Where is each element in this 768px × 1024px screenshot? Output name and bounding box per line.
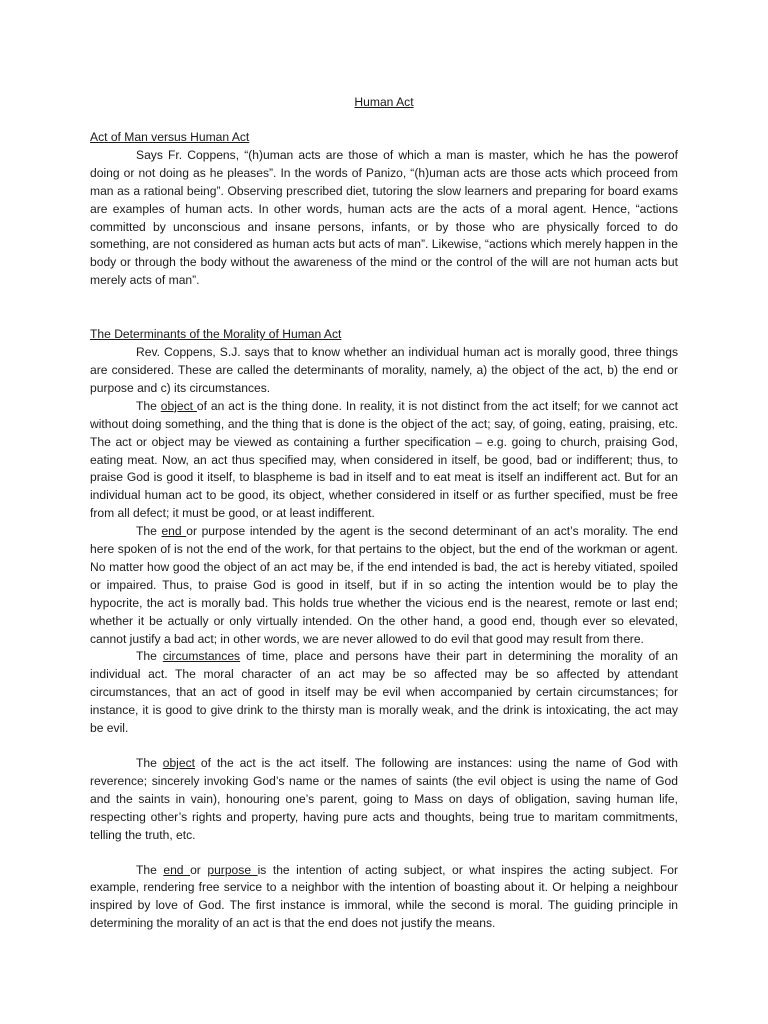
paragraph-object-examples [90,755,678,845]
term-object: object [162,756,196,770]
spacer [90,290,678,326]
text-span: of the act is the act itself. The following are instances: using the name of God with reverence; sincerely invoking God’s name or the names of saints (the evil object is using the name of God and the saints in vain), honouring one’s parent, going to Mass on days of obligation, saving human life, respecting other’s rights and property, having pure acts and thoughts, being true to maritam commitments, telling the truth, etc. [90,756,679,842]
document-body [90,94,678,933]
text-span: of time, place and persons have their part in determining the morality of an individual act. The moral character of an act may be so affected may be so affected by attendant circumstances, that an act of good in itself may be evil when accompanied by certain circumstances; for instance, it is good to give drink to the thirsty man is morally weak, and the drink is intoxicating, the act may be evil. [90,649,678,736]
term-circumstances: circumstances [162,649,241,664]
text-span: The [136,524,162,539]
paragraph-human-acts-definition: Says Fr. Coppens, “(h)uman acts are those of which a man is master, which he has the powerof doing or not doing as he pleases”. In the words of Panizo, “(h)uman acts are those acts which proceed from man as a rational being”. Observing prescribed diet, tutoring the slow learners and preparing for board exams are examples of human acts. In other words, human acts are the acts of a moral agent. Hence, “actions committed by unconscious and insane persons, infants, or by those who are physically forced to do something, are not considered as human acts but acts of man”. Likewise, “actions which merely happen in the body or through the body without the awareness of the mind or the control of the will are not human acts but merely acts of man”. [90,147,678,288]
paragraph-end-purpose [90,862,678,934]
section-heading-act-of-man: Act of Man versus Human Act [90,130,250,144]
text-span: The [136,398,161,413]
spacer [90,112,678,129]
term-end: end [163,862,191,877]
term-object: object [160,398,197,413]
page-title: Human Act [354,95,414,109]
text-span: The [136,862,164,877]
text-span: The [136,649,163,664]
term-end: end [161,524,187,539]
text-span: The [136,756,163,770]
spacer [90,845,678,862]
text-span: is the intention of acting subject, or what inspires the acting subject. For example, rendering free service to a neighbor with the intention of boasting about it. Or helping a neighbour inspired by love of God. The first instance is immoral, while the second is moral. The guiding principle in determining the morality of an act is that the end does not justify the means. [90,862,678,931]
text-span: or [190,862,208,877]
paragraph-object [90,398,678,523]
section-heading-determinants: The Determinants of the Morality of Human Act [90,327,342,342]
spacer [90,738,678,755]
text-span: of an act is the thing done. In reality, it is not distinct from the act itself; for we cannot act without doing something, and the thing that is done is the object of the act; say, of going, eating, praising, etc. The act or object may be viewed as containing a further specification – e.g. going to church, praising God, eating meat. Now, an act thus specified may, when considered in itself, be good, bad or indifferent; thus, to praise God is good it itself, to blaspheme is bad in itself and to eat meat is itself an indifferent act. But for an individual human act to be good, its object, whether considered in itself or as further specified, must be free from all defect; it must be good, or at least indifferent. [90,398,678,521]
paragraph-circumstances [90,648,678,738]
paragraph-determinants-intro: Rev. Coppens, S.J. says that to know whether an individual human act is morally good, three things are considered. These are called the determinants of morality, namely, a) the object of the act, b) the end or purpose and c) its circumstances. [90,345,678,395]
term-purpose: purpose [207,862,258,877]
text-span: or purpose intended by the agent is the second determinant of an act’s morality. The end here spoken of is not the end of the work, for that pertains to the object, but the end of the workman or agent. No matter how good the object of an act may be, if the end intended is bad, the act is hereby vitiated, spoiled or impaired. Thus, to praise God is good in itself, but if in so acting the intention would be to play the hypocrite, the act is morally bad. This holds true whether the vicious end is the nearest, remote or last end; whether it be actually or only virtually intended. On the other hand, a good end, though ever so elevated, cannot justify a bad act; in other words, we are never allowed to do evil that good may result from there. [90,524,678,646]
paragraph-end [90,523,678,648]
